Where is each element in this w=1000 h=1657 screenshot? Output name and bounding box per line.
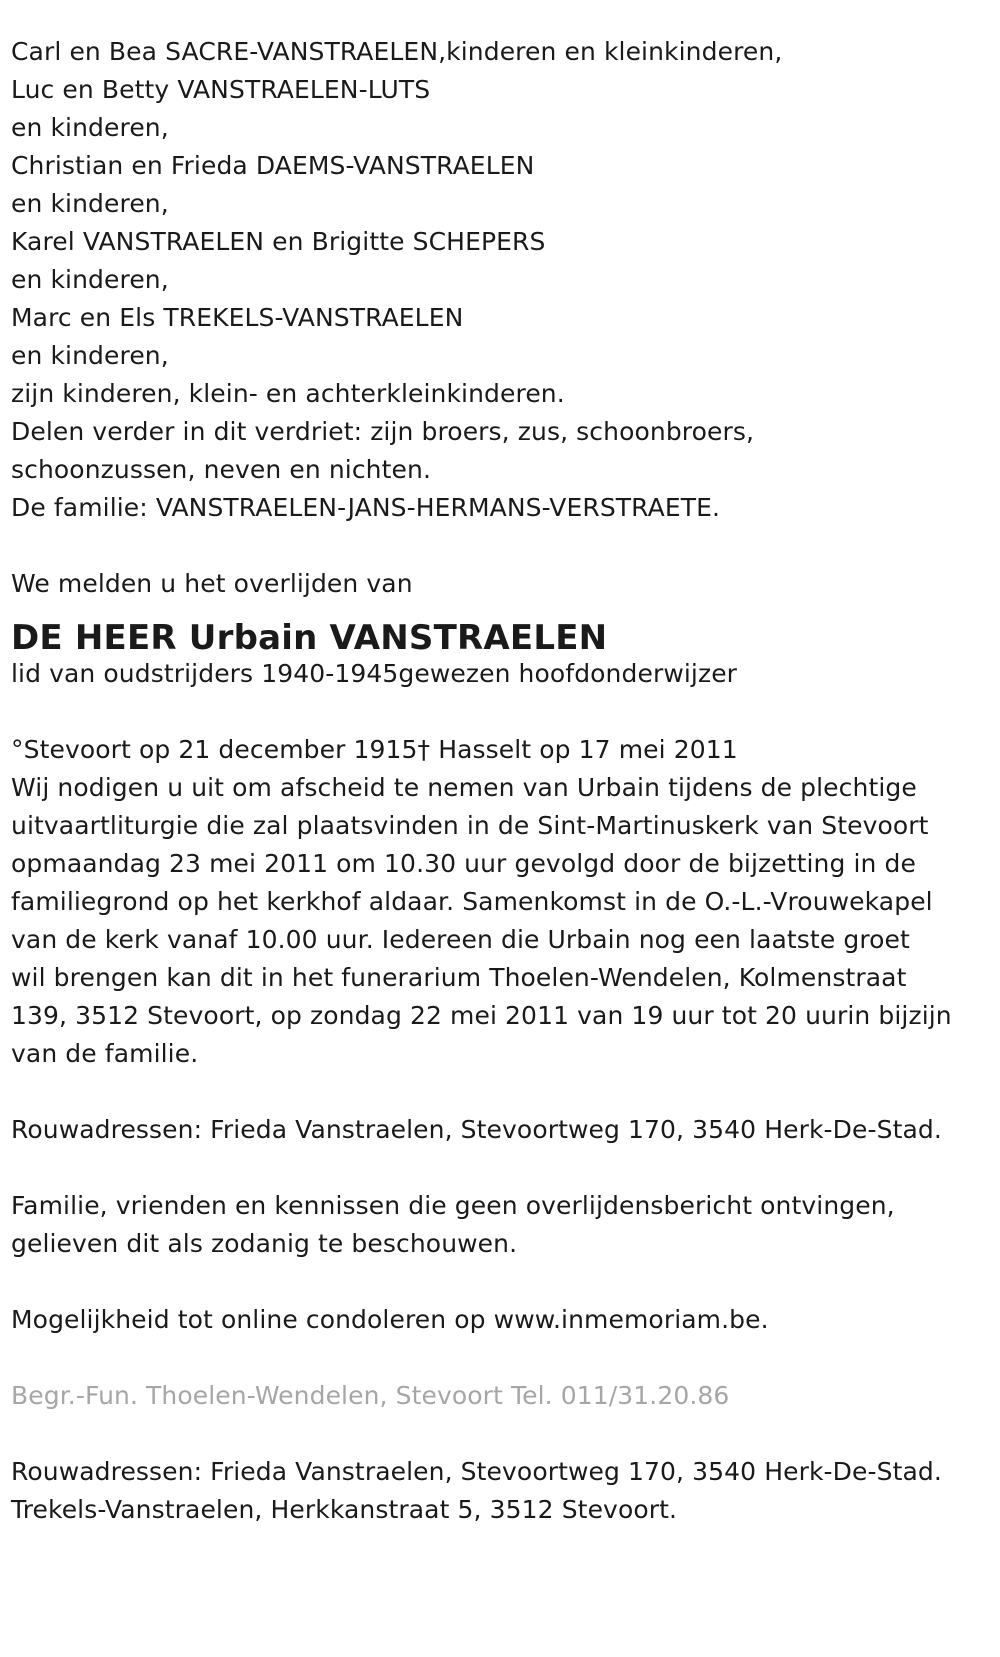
funeral-home-text: Begr.-Fun. Thoelen-Wendelen, Stevoort Tel. 011/31.20.86 — [11, 1381, 730, 1410]
address-line: Trekels-Vanstraelen, Herkkanstraat 5, 3512 Stevoort. — [11, 1495, 678, 1524]
details-line: van de familie. — [11, 1039, 199, 1068]
family-line: Carl en Bea SACRE-VANSTRAELEN,kinderen en kleinkinderen, — [11, 37, 783, 66]
spacer — [11, 527, 996, 565]
family-line: De familie: VANSTRAELEN-JANS-HERMANS-VERSTRAETE. — [11, 493, 721, 522]
family-line: en kinderen, — [11, 113, 169, 142]
spacer — [11, 1149, 996, 1187]
announcement-text: We melden u het overlijden van — [11, 569, 413, 598]
notice-line: gelieven dit als zodanig te beschouwen. — [11, 1229, 518, 1258]
details-line: °Stevoort op 21 december 1915† Hasselt op 17 mei 2011 — [11, 735, 738, 764]
family-line: Marc en Els TREKELS-VANSTRAELEN — [11, 303, 464, 332]
details-line: wil brengen kan dit in het funerarium Thoelen-Wendelen, Kolmenstraat — [11, 963, 907, 992]
notice-section — [11, 1187, 996, 1263]
spacer — [11, 693, 996, 731]
family-line: Karel VANSTRAELEN en Brigitte SCHEPERS — [11, 227, 546, 256]
family-line: zijn kinderen, klein- en achterkleinkinderen. — [11, 379, 565, 408]
spacer — [11, 1263, 996, 1301]
family-line: en kinderen, — [11, 265, 169, 294]
family-line: Delen verder in dit verdriet: zijn broers, zus, schoonbroers, — [11, 417, 755, 446]
online-condolence-text: Mogelijkheid tot online condoleren op www.inmemoriam.be. — [11, 1305, 769, 1334]
address-line: Rouwadressen: Frieda Vanstraelen, Stevoortweg 170, 3540 Herk-De-Stad. — [11, 1457, 942, 1486]
deceased-subtitle: lid van oudstrijders 1940-1945gewezen hoofdonderwijzer — [11, 659, 738, 688]
details-section — [11, 731, 996, 1073]
obituary-document — [11, 33, 996, 1529]
rouwadres-line: Rouwadressen: Frieda Vanstraelen, Stevoortweg 170, 3540 Herk-De-Stad. — [11, 1115, 942, 1144]
family-line: Christian en Frieda DAEMS-VANSTRAELEN — [11, 151, 535, 180]
details-line: familiegrond op het kerkhof aldaar. Samenkomst in de O.-L.-Vrouwekapel — [11, 887, 933, 916]
family-section — [11, 33, 996, 527]
deceased-name: DE HEER Urbain VANSTRAELEN — [11, 618, 608, 658]
spacer — [11, 1339, 996, 1377]
details-line: opmaandag 23 mei 2011 om 10.30 uur gevolgd door de bijzetting in de — [11, 849, 917, 878]
spacer — [11, 1415, 996, 1453]
addresses-section — [11, 1453, 996, 1529]
family-line: en kinderen, — [11, 341, 169, 370]
family-line: schoonzussen, neven en nichten. — [11, 455, 432, 484]
spacer — [11, 1073, 996, 1111]
details-line: Wij nodigen u uit om afscheid te nemen van Urbain tijdens de plechtige — [11, 773, 917, 802]
notice-line: Familie, vrienden en kennissen die geen overlijdensbericht ontvingen, — [11, 1191, 895, 1220]
details-line: 139, 3512 Stevoort, op zondag 22 mei 2011 van 19 uur tot 20 uurin bijzijn — [11, 1001, 952, 1030]
family-line: Luc en Betty VANSTRAELEN-LUTS — [11, 75, 431, 104]
details-line: van de kerk vanaf 10.00 uur. Iedereen die Urbain nog een laatste groet — [11, 925, 910, 954]
details-line: uitvaartliturgie die zal plaatsvinden in de Sint-Martinuskerk van Stevoort — [11, 811, 929, 840]
family-line: en kinderen, — [11, 189, 169, 218]
